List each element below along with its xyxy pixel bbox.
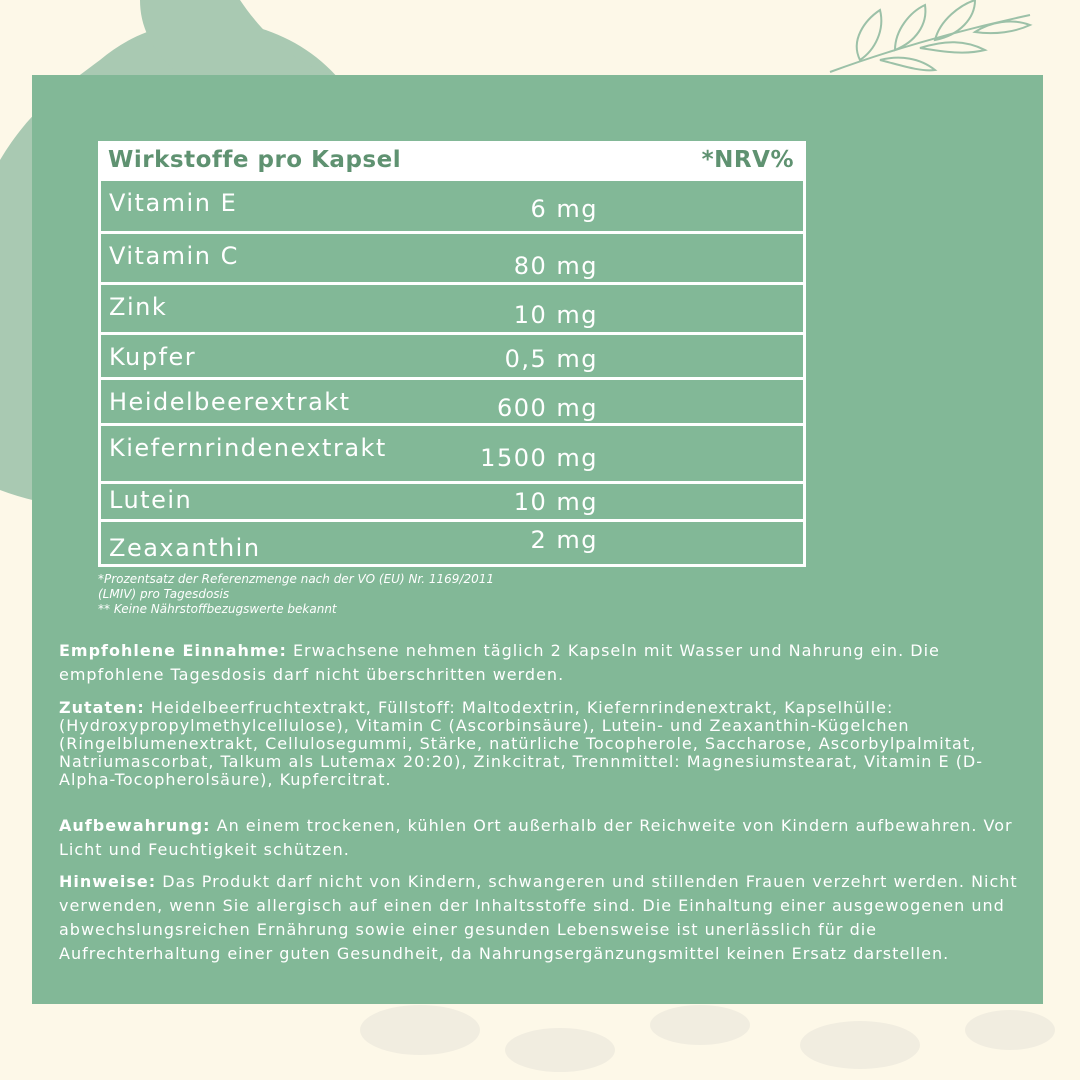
footnote-reference: *Prozentsatz der Referenzmenge nach der VO (EU) Nr. 1169/2011 <box>98 572 495 586</box>
section-zutaten <box>59 699 1019 789</box>
table-header <box>98 141 806 181</box>
nutrient-amount: 1500 mg <box>480 444 598 472</box>
section-text: Erwachsene nehmen täglich 2 Kapseln mit Wasser und Nahrung ein. Die empfohlene Tagesdosis darf nicht überschritten werden. <box>59 641 940 684</box>
nutrient-name: Zink <box>109 293 168 321</box>
fern-branch-icon <box>830 0 1030 72</box>
nutrient-amount: 0,5 mg <box>504 345 598 373</box>
table-row <box>98 484 806 522</box>
nutrient-amount: 80 mg <box>513 252 598 280</box>
footnote-no-values: ** Keine Nährstoffbezugswerte bekannt <box>98 602 337 616</box>
nutrient-name: Zeaxanthin <box>109 534 261 562</box>
table-header-label: Wirkstoffe pro Kapsel <box>108 147 402 173</box>
nutrient-amount: 600 mg <box>496 394 598 422</box>
info-panel <box>32 75 1043 1004</box>
faded-leaves-decoration <box>360 1005 1055 1072</box>
nutrient-name: Vitamin C <box>109 242 239 270</box>
table-header-nrv: *NRV% <box>701 147 794 173</box>
section-label: Aufbewahrung: <box>59 816 211 835</box>
section-aufbewahrung <box>59 814 1019 862</box>
section-text: Heidelbeerfruchtextrakt, Füllstoff: Maltodextrin, Kiefernrindenextrakt, Kapselhülle: (Hydroxypropylmethylcellulose), Vitamin C (Ascorbinsäure), Lutein- und Zeaxanthin-Kügelchen (Ringelblumenextrakt, Cellulosegummi, Stärke, natürliche Tocopherole, Saccharose, Ascorbylpalmitat, Natriumascorbat, Talkum als Lutemax 20:20), Zinkcitrat, Trennmittel: Magnesiumstearat, Vitamin E (D-Alpha-Tocopherolsäure), Kupfercitrat. <box>59 698 984 789</box>
section-text: An einem trockenen, kühlen Ort außerhalb der Reichweite von Kindern aufbewahren. Vor Licht und Feuchtigkeit schützen. <box>59 816 1013 859</box>
table-row <box>98 335 806 380</box>
section-text: Das Produkt darf nicht von Kindern, schwangeren und stillenden Frauen verzehrt werden. Nicht verwenden, wenn Sie allergisch auf einen der Inhaltsstoffe sind. Die Einhaltung einer ausgewogenen und abwechslungsreichen Ernährung sowie einer gesunden Lebensweise ist unerlässlich für die Aufrechterhaltung einer guten Gesundheit, da Nahrungsergänzungsmittel keinen Ersatz darstellen. <box>59 872 1018 963</box>
section-label: Empfohlene Einnahme: <box>59 641 287 660</box>
nutrient-amount: 10 mg <box>513 301 598 329</box>
nutrient-name: Kupfer <box>109 343 197 371</box>
table-row <box>98 380 806 426</box>
nutrient-name: Lutein <box>109 486 193 514</box>
section-hinweise <box>59 870 1019 966</box>
table-row <box>98 522 806 567</box>
footnotes <box>98 572 494 617</box>
section-label: Hinweise: <box>59 872 157 891</box>
section-label: Zutaten: <box>59 698 145 717</box>
nutrient-amount: 2 mg <box>530 526 598 554</box>
table-row <box>98 181 806 234</box>
nutrient-name: Vitamin E <box>109 189 238 217</box>
section-einnahme <box>59 639 1019 687</box>
table-row <box>98 426 806 484</box>
table-row <box>98 285 806 335</box>
footnote-reference-cont: (LMIV) pro Tagesdosis <box>98 587 230 601</box>
leaf-shape-top <box>140 0 330 75</box>
nutrient-name: Heidelbeerextrakt <box>109 388 351 416</box>
nutrient-amount: 10 mg <box>513 488 598 516</box>
nutrient-name: Kiefernrindenextrakt <box>109 434 387 462</box>
nutrient-amount: 6 mg <box>530 195 598 223</box>
nutrient-table <box>98 141 806 567</box>
table-row <box>98 234 806 285</box>
